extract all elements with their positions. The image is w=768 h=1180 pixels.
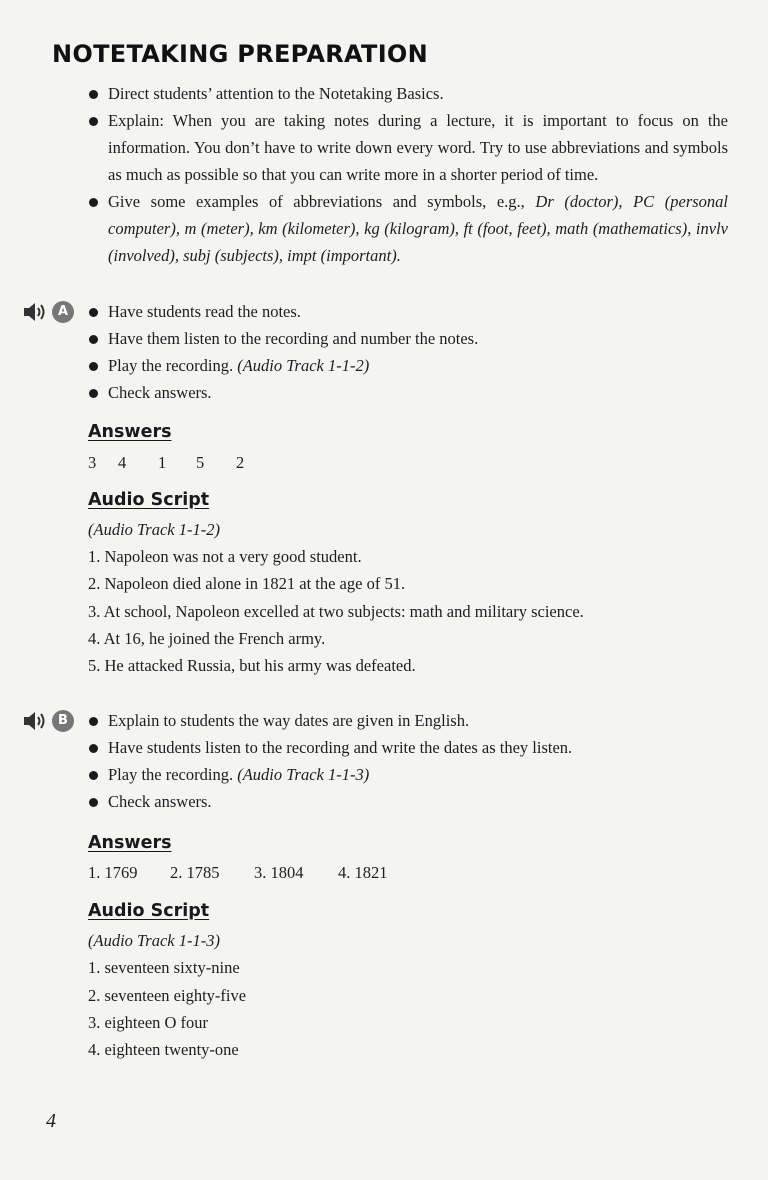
prep-bullet-examples [88, 188, 728, 269]
answers-title-a: Answers [88, 422, 172, 442]
prep-bullet: Direct students’ attention to the Notetaking Basics. [88, 80, 728, 107]
section-a-bullet: Check answers. [88, 379, 728, 406]
answer-item: 3. 1804 [254, 863, 304, 882]
script-line: 2. Napoleon died alone in 1821 at the age of 51. [88, 574, 406, 593]
section-a-bullet-list [88, 298, 728, 406]
section-a-play-bullet [88, 352, 728, 379]
script-line: 3. At school, Napoleon excelled at two subjects: math and military science. [88, 602, 584, 621]
section-a-bullet: Have students read the notes. [88, 298, 728, 325]
section-b-bullet: Explain to students the way dates are given in English. [88, 707, 728, 734]
audio-script-title-b: Audio Script [88, 901, 210, 921]
script-line: 4. eighteen twenty-one [88, 1040, 239, 1059]
prep-bullet: Explain: When you are taking notes during a lecture, it is important to focus on the information. You don’t have to write down every word. Try to use abbreviations and symbols as much as possible so that you can write more in a shorter period of time. [88, 107, 728, 188]
answer-item: 2 [236, 453, 245, 472]
section-a-bullet: Have them listen to the recording and number the notes. [88, 325, 728, 352]
section-b-badge: B [52, 710, 74, 732]
section-b-play-bullet [88, 761, 728, 788]
script-track-b: (Audio Track 1-1-3) [88, 931, 220, 950]
answer-item: 3 [88, 453, 97, 472]
section-b-bullet: Check answers. [88, 788, 728, 815]
script-line: 2. seventeen eighty-five [88, 986, 247, 1005]
audio-track: (Audio Track 1-1-2) [237, 356, 370, 375]
prep-bullet-list [88, 80, 728, 269]
script-line: 4. At 16, he joined the French army. [88, 629, 326, 648]
audio-script-title-a: Audio Script [88, 490, 210, 510]
script-line: 3. eighteen O four [88, 1013, 209, 1032]
section-heading: NOTETAKING PREPARATION [52, 40, 429, 68]
answers-row-b [88, 859, 388, 886]
script-line: 1. seventeen sixty-nine [88, 958, 240, 977]
answer-item: 4 [118, 453, 127, 472]
script-track-a: (Audio Track 1-1-2) [88, 520, 220, 539]
answer-item: 1. 1769 [88, 863, 138, 882]
script-line: 5. He attacked Russia, but his army was defeated. [88, 656, 416, 675]
section-b-marker [22, 709, 78, 733]
page-number: 4 [46, 1110, 56, 1132]
play-label: Play the recording. [108, 356, 234, 375]
section-a-marker [22, 300, 78, 324]
speaker-icon [22, 300, 48, 324]
section-a-badge: A [52, 301, 74, 323]
examples-intro: Give some examples of abbreviations and symbols, e.g., [108, 192, 525, 211]
section-b-bullet-list [88, 707, 728, 815]
answer-item: 1 [158, 453, 167, 472]
answer-item: 2. 1785 [170, 863, 220, 882]
answer-item: 5 [196, 453, 205, 472]
answers-title-b: Answers [88, 833, 172, 853]
script-line: 1. Napoleon was not a very good student. [88, 547, 362, 566]
answers-row-a [88, 449, 244, 476]
examples-list: Dr (doctor), PC (personal computer), m (meter), km (kilometer), kg (kilogram), ft (foot, feet), math (mathematics), invlv (involved), subj (subjects), impt (important). [108, 192, 729, 265]
answer-item: 4. 1821 [338, 863, 388, 882]
play-label: Play the recording. [108, 765, 234, 784]
speaker-icon [22, 709, 48, 733]
section-b-bullet: Have students listen to the recording and write the dates as they listen. [88, 734, 728, 761]
audio-track: (Audio Track 1-1-3) [237, 765, 370, 784]
